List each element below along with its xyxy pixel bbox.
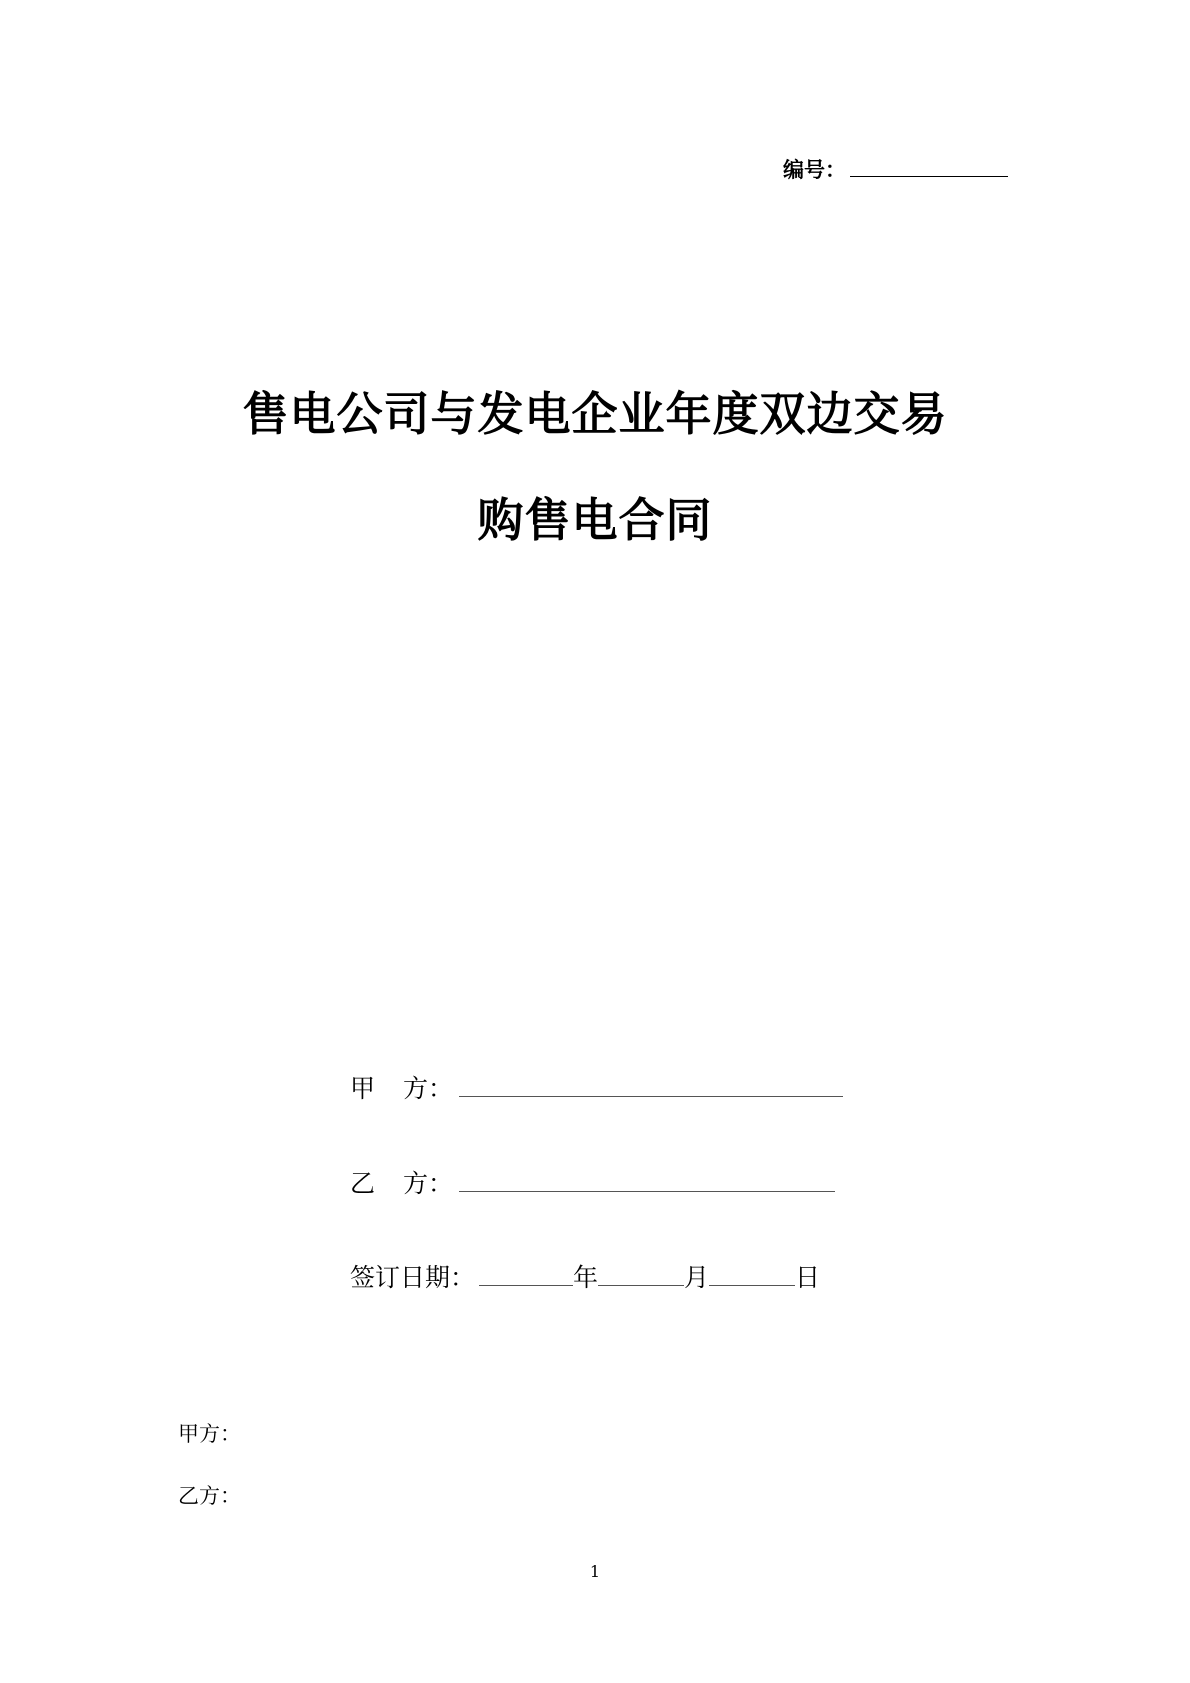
party-a-field xyxy=(350,1072,843,1106)
party-b-field xyxy=(350,1167,835,1201)
signing-date-field xyxy=(350,1261,820,1295)
party-b-line: 乙方： xyxy=(178,1484,241,1508)
serial-number-label: 编号： xyxy=(783,158,846,182)
month-blank xyxy=(598,1261,684,1286)
party-b-field-suffix: 方： xyxy=(403,1169,454,1198)
signing-date-label: 签订日期： xyxy=(350,1263,476,1292)
party-a-blank xyxy=(459,1072,843,1097)
party-a-field-suffix: 方： xyxy=(403,1074,454,1103)
serial-number-blank xyxy=(850,154,1008,177)
party-a-field-label: 甲 xyxy=(350,1074,376,1103)
day-label: 日 xyxy=(795,1263,821,1292)
page-number: 1 xyxy=(589,1562,601,1581)
year-blank xyxy=(479,1261,573,1286)
party-b-field-label: 乙 xyxy=(350,1169,376,1198)
day-blank xyxy=(709,1261,795,1286)
document-title-line-1: 售电公司与发电企业年度双边交易 xyxy=(242,387,948,441)
party-b-blank xyxy=(459,1167,835,1192)
party-a-line: 甲方： xyxy=(178,1422,241,1446)
serial-number xyxy=(783,154,1008,185)
year-label: 年 xyxy=(573,1263,599,1292)
month-label: 月 xyxy=(684,1263,710,1292)
document-title-line-2: 购售电合同 xyxy=(477,493,713,547)
